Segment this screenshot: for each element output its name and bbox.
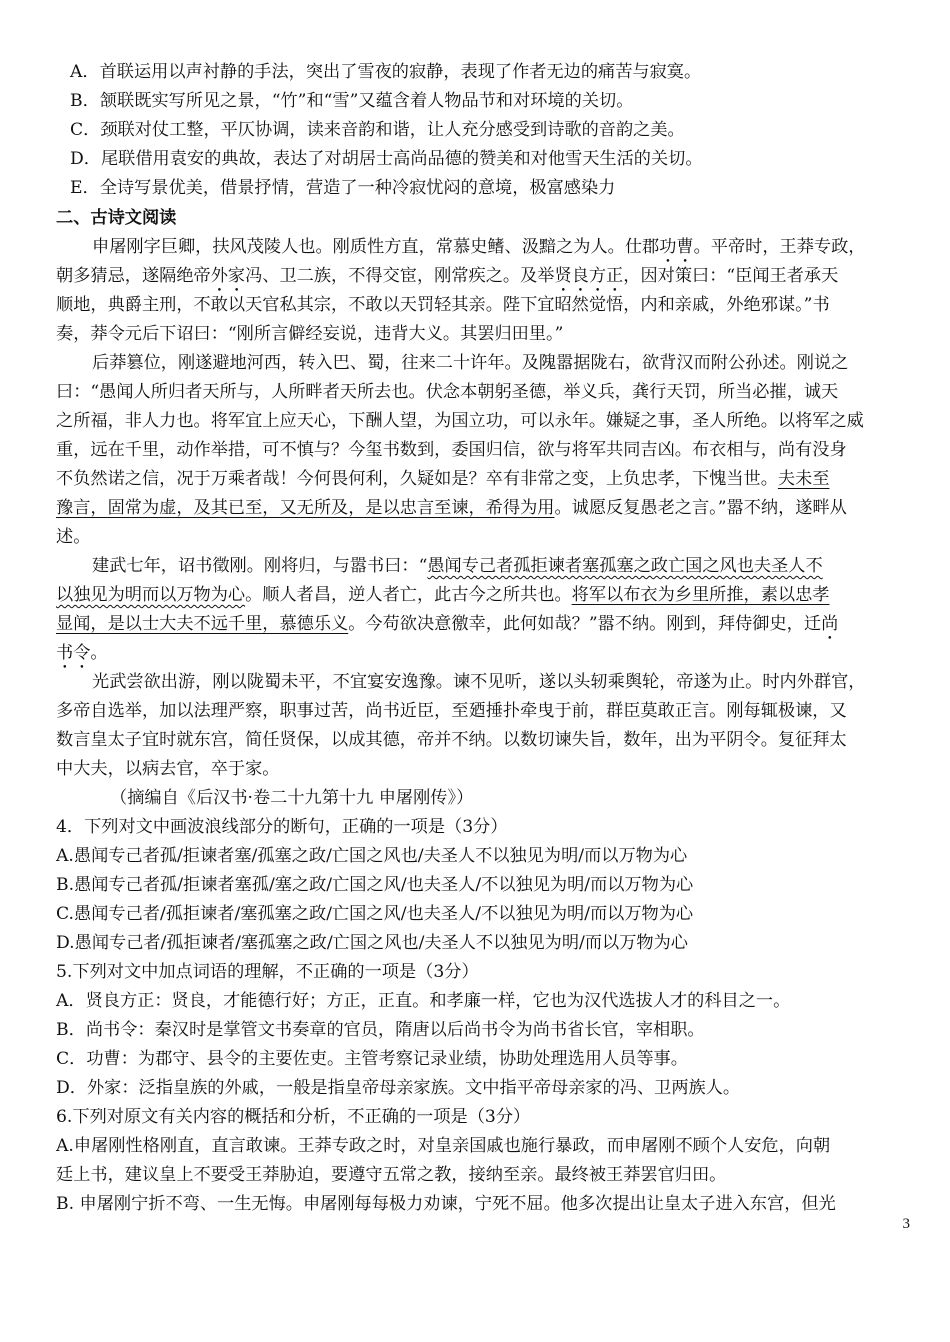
prev-option-e: E．全诗写景优美，借景抒情，营造了一种冷寂忧闷的意境，极富感染力 <box>70 178 616 198</box>
passage-line: 述。 <box>56 527 91 547</box>
prev-option-b: B．颔联既实写所见之景，“竹”和“雪”又蕴含着人物品节和对环境的关切。 <box>70 91 634 111</box>
dotted-term-gongcao: 功曹 <box>659 237 694 257</box>
question-6-option-a-cont: 廷上书，建议皇上不要受王莽胁迫，要遵守五常之教，接纳至亲。最终被王莽罢官归田。 <box>56 1165 727 1185</box>
question-4-stem: 4．下列对文中画波浪线部分的断句，正确的一项是（3分） <box>56 817 508 837</box>
question-4-option-c: C.愚闻专己者/孤拒谏者/塞孤塞之政/亡国之风/也夫圣人/不以独见为明/而以万物为心 <box>56 904 694 924</box>
underlined-sentence: 显闻，是以士大夫不远千里，慕德乐义 <box>56 614 349 634</box>
question-4-option-b: B.愚闻专己者孤/拒谏者塞孤/塞之政/亡国之风/也夫圣人/不以独见为明/而以万物为心 <box>56 875 694 895</box>
passage-line: 建武七年，诏书徵刚。刚将归，与嚣书曰：“愚闻专己者孤拒谏者塞孤塞之政亡国之风也夫圣人不 <box>92 556 823 576</box>
question-5-option-b: B．尚书令：秦汉时是掌管文书奏章的官员，隋唐以后尚书令为尚书省长官，宰相职。 <box>56 1020 705 1040</box>
question-5-option-c: C．功曹：为郡守、县令的主要佐吏。主管考察记录业绩，协助处理选用人员等事。 <box>56 1049 688 1069</box>
passage-line: 顺地，典爵主刑，不敢以天官私其宗，不敢以天罚轻其亲。陛下宜昭然觉悟，内和亲戚，外绝邪谋。”书 <box>56 295 830 315</box>
passage-line: 之所福，非人力也。将军宜上应天心，下酬人望，为国立功，可以永年。嫌疑之事，圣人所绝。以将军之威 <box>56 411 864 431</box>
page-number: 3 <box>902 1216 910 1232</box>
passage-line: 曰：“愚闻人所归者天所与，人所畔者天所去也。伏念本朝躬圣德，举义兵，龚行天罚，所当必摧，诚天 <box>56 382 839 402</box>
passage-line: 数言皇太子宜时就东宫，简任贤保，以成其德，帝并不纳。以数切谏失旨，数年，出为平阴令。复征拜太 <box>56 730 847 750</box>
underlined-sentence: 将军以布衣为乡里所推，素以忠孝 <box>571 585 830 605</box>
question-6-option-a: A.申屠刚性格刚直，直言敢谏。王莽专政之时，对皇亲国戚也施行暴政，而申屠刚不顾个人安危，向朝 <box>56 1136 831 1156</box>
underlined-sentence: 夫未至 <box>777 469 830 489</box>
question-5-option-a: A．贤良方正：贤良，才能德行好；方正，正直。和孝廉一样，它也为汉代选拔人才的科目之一。 <box>56 991 791 1011</box>
section-heading: 二、古诗文阅读 <box>56 208 177 228</box>
underlined-sentence: 豫言，固常为虚，及其已至，又无所及，是以忠言至谏，希得为用 <box>56 498 555 518</box>
passage-line: 后莽篡位，刚遂避地河西，转入巴、蜀，往来二十许年。及隗嚣据陇右，欲背汉而附公孙述。刚说之 <box>92 353 849 373</box>
passage-line: 申屠刚字巨卿，扶风茂陵人也。刚质性方直，常慕史鳍、汲黯之为人。仕郡功曹。平帝时，王莽专政， <box>92 237 866 257</box>
passage-line: 重，远在千里，动作举措，可不慎与？今玺书数到，委国归信，欲与将军共同吉凶。布衣相与，尚有没身 <box>56 440 847 460</box>
question-4-option-d: D.愚闻专己者/孤拒谏者/塞孤塞之政/亡国之风也/夫圣人不以独见为明/而以万物为心 <box>56 933 688 953</box>
dotted-term-waijia: 外家 <box>210 266 246 286</box>
passage-line: 中大夫，以病去官，卒于家。 <box>56 759 280 779</box>
question-5-stem: 5.下列对文中加点词语的理解，不正确的一项是（3分） <box>56 962 479 982</box>
passage-line: 书令。 <box>56 643 108 663</box>
passage-line: 光武尝欲出游，刚以陇蜀未平，不宜宴安逸豫。谏不见听，遂以头轫乘舆轮，帝遂为止。时内外群官， <box>92 672 866 692</box>
wavy-underlined-text: 愚闻专己者孤拒谏者塞孤塞之政亡国之风也夫圣人不 <box>427 556 823 576</box>
question-6-stem: 6.下列对原文有关内容的概括和分析，不正确的一项是（3分） <box>56 1107 531 1127</box>
passage-line: 不负然诺之信，况于万乘者哉！今何畏何利，久疑如是？卒有非常之变，上负忠孝，下愧当世。夫未至 <box>56 469 830 489</box>
passage-line: 显闻，是以士大夫不远千里，慕德乐义。今苟欲决意徼幸，此何如哉？”嚣不纳。刚到，拜侍御史，迁尚 <box>56 614 839 634</box>
wavy-underlined-text: 以独见为明而以万物为心 <box>56 585 246 605</box>
passage-line: 以独见为明而以万物为心。顺人者昌，逆人者亡，此古今之所共也。将军以布衣为乡里所推，素以忠孝 <box>56 585 830 605</box>
passage-line: 多帝自选举，加以法理严察，职事过苦，尚书近臣，至廼捶扑牵曳于前，群臣莫敢正言。刚每辄极谏，又 <box>56 701 847 721</box>
prev-option-c: C．颈联对仗工整，平仄协调，读来音韵和谐，让人充分感受到诗歌的音韵之美。 <box>70 120 685 140</box>
dotted-term-shangshuling: 尚 <box>821 614 839 634</box>
question-6-option-b: B. 申屠刚宁折不弯、一生无悔。申屠刚每每极力劝谏，宁死不屈。他多次提出让皇太子进入东宫，但光 <box>56 1194 836 1214</box>
passage-source: （摘编自《后汉书·卷二十九第十九 申屠刚传》） <box>110 788 474 808</box>
question-5-option-d: D．外家：泛指皇族的外戚，一般是指皇帝母亲家族。文中指平帝母亲家的冯、卫两族人。 <box>56 1078 741 1098</box>
dotted-term-shangshuling: 书令 <box>56 643 91 663</box>
question-4-option-a: A.愚闻专己者孤/拒谏者塞/孤塞之政/亡国之风也/夫圣人不以独见为明/而以万物为心 <box>56 846 688 866</box>
passage-line: 朝多猜忌，遂隔绝帝外家冯、卫二族，不得交宦，刚常疾之。及举贤良方正，因对策曰：“臣闻王者承天 <box>56 266 839 286</box>
prev-option-d: D．尾联借用袁安的典故，表达了对胡居士高尚品德的赞美和对他雪天生活的关切。 <box>70 149 703 169</box>
passage-line: 奏，莽令元后下诏曰：“刚所言僻经妄说，违背大义。其罢归田里。” <box>56 324 564 344</box>
passage-line: 豫言，固常为虚，及其已至，又无所及，是以忠言至谏，希得为用。诚愿反复愚老之言。”嚣不纳，遂畔从 <box>56 498 847 518</box>
dotted-term-xianliang: 贤良方正 <box>554 266 624 286</box>
prev-option-a: A．首联运用以声衬静的手法，突出了雪夜的寂静，表现了作者无边的痛苦与寂寞。 <box>70 62 702 82</box>
